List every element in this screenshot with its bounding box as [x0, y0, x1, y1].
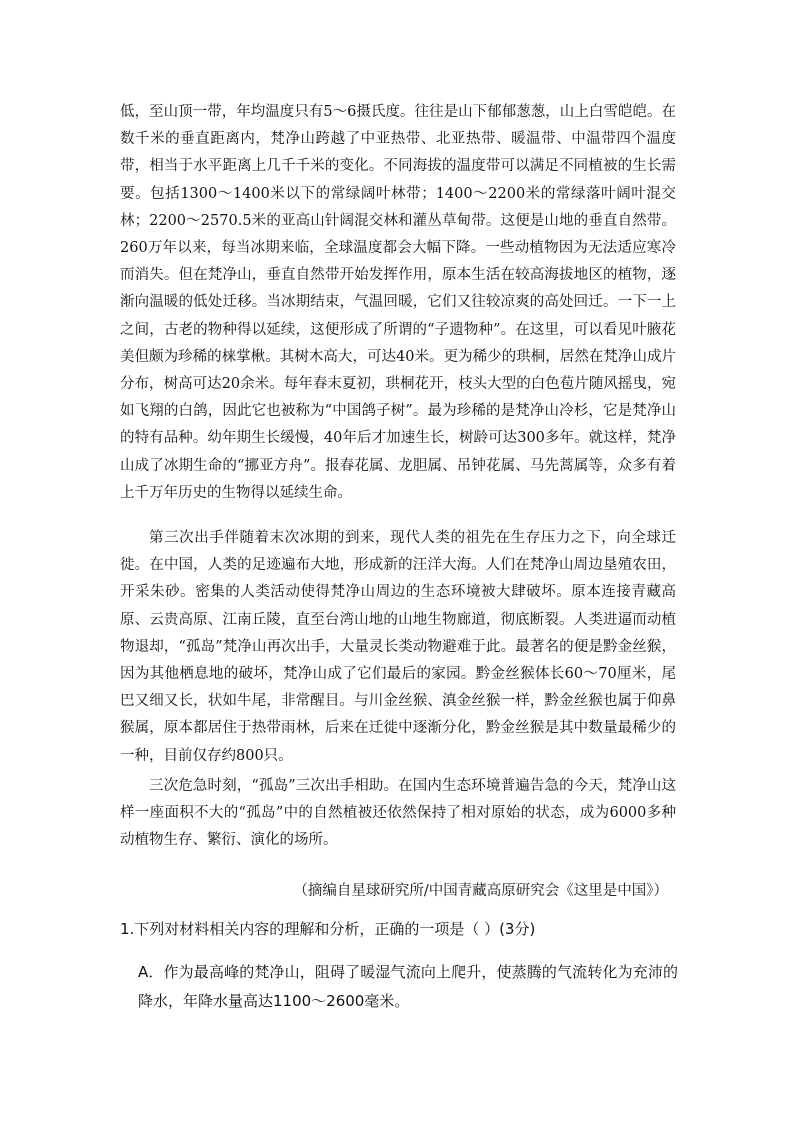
option-a: A．作为最高峰的梵净山，阻碍了暖湿气流向上爬升，使蒸腾的气流转化为充沛的降水，年降水量高达1100～2600毫米。: [138, 963, 678, 1010]
article-paragraph-1: 低，至山顶一带，年均温度只有5～6摄氏度。往往是山下郁郁葱葱，山上白雪皑皑。在数千米的垂直距离内，梵净山跨越了中亚热带、北亚热带、暖温带、中温带四个温度带，相当于水平距离上几千千米的变化。不同海拔的温度带可以满足不同植被的生长需要。包括1300～1400米以下的常绿阔叶林带；1400～2200米的常绿落叶阔叶混交林；2200～2570.5米的亚高山针阔混交林和灌丛草甸带。这便是山地的垂直自然带。260万年以来，每当冰期来临，全球温度都会大幅下降。一些动植物因为无法适应寒冷而消失。但在梵净山，垂直自然带开始发挥作用，原本生活在较高海拔地区的植物，逐渐向温暖的低处迁移。当冰期结束，气温回暖，它们又往较凉爽的高处回迁。一下一上之间，古老的物种得以延续，这便形成了所谓的“子遗物种”。在这里，可以看见叶腋花美但颇为珍稀的梾掌楸。其树木高大，可达40米。更为稀少的珙桐，居然在梵净山成片分布，树高可达20余米。每年春末夏初，珙桐花开，枝头大型的白色苞片随风摇曳，宛如飞翔的白鸽，因此它也被称为“中国鸽子树”。最为珍稀的是梵净山冷杉，它是梵净山的特有品种。幼年期生长缓慢，40年后才加速生长，树龄可达300多年。就这样，梵净山成了冰期生命的“挪亚方舟”。报春花属、龙胆属、吊钟花属、马先蒿属等，众多有着上千万年历史的生物得以延续生命。: [120, 104, 676, 501]
question-stem: 1.下列对材料相关内容的理解和分析，正确的一项是（ ）(3分): [120, 920, 536, 938]
source-citation: （摘编自星球研究所/中国青藏高原研究会《这里是中国》）: [293, 883, 668, 899]
article-paragraph-2: 第三次出手伴随着末次冰期的到来，现代人类的祖先在生存压力之下，向全球迁徙。在中国，人类的足迹遍布大地，形成新的汪洋大海。人们在梵净山周边垦殖农田，开采朱砂。密集的人类活动使得梵净山周边的生态环境被大肆破坏。原本连接青藏高原、云贵高原、江南丘陵，直至台湾山地的山地生物廊道，彻底断裂。人类进逼而动植物退却，“孤岛”梵净山再次出手，大量灵长类动物避难于此。最著名的便是黔金丝猴，因为其他栖息地的破坏，梵净山成了它们最后的家园。黔金丝猴体长60～70厘米，尾巴又细又长，状如牛尾，非常醒目。与川金丝猴、滇金丝猴一样，黔金丝猴也属于仰鼻猴属，原本都居住于热带雨林，后来在迁徙中逐渐分化，黔金丝猴是其中数量最稀少的一种，目前仅存约800只。: [120, 530, 676, 764]
article-paragraph-3: 三次危急时刻，“孤岛”三次出手相助。在国内生态环境普遍告急的今天，梵净山这样一座面积不大的“孤岛”中的自然植被还依然保持了相对原始的状态，成为6000多种动植物生存、繁衍、演化的场所。: [120, 778, 676, 849]
